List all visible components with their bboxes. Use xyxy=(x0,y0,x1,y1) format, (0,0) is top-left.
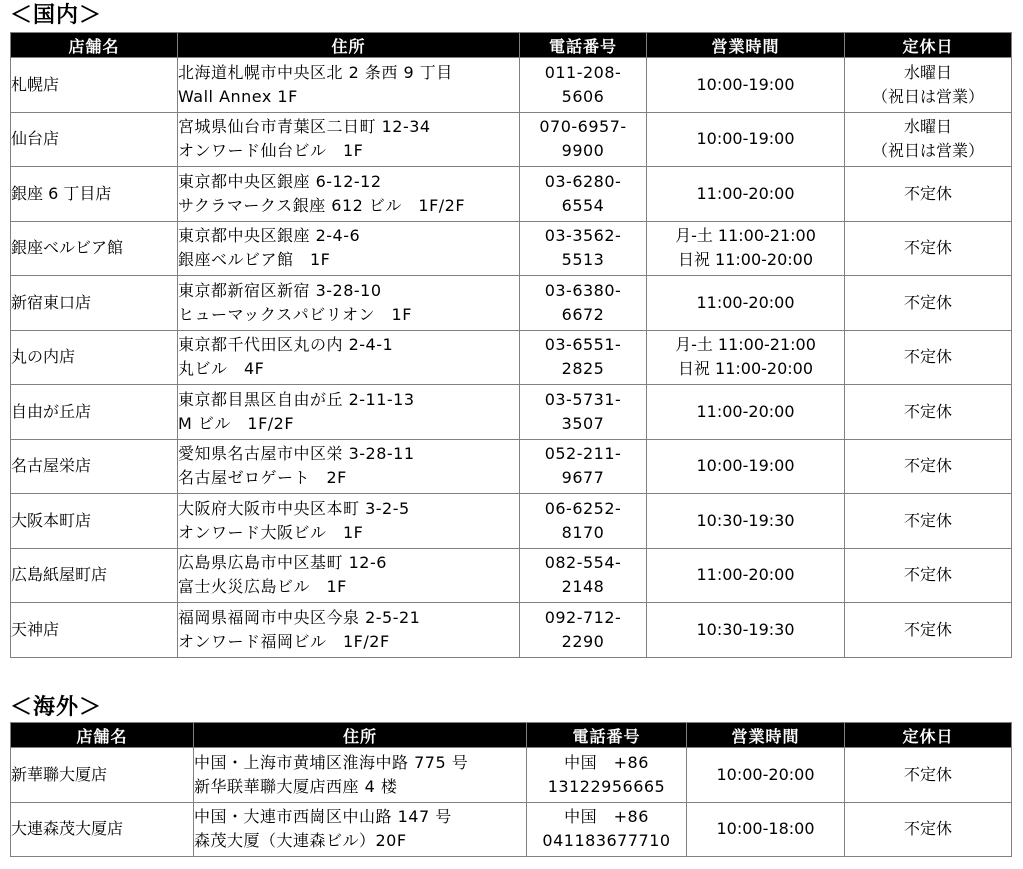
phone-cell xyxy=(527,802,687,857)
holiday-cell xyxy=(845,385,1012,440)
store-name-cell: 丸の内店 xyxy=(11,330,178,385)
phone-line: 011-208- xyxy=(544,62,622,82)
hours-line: 11:00-20:00 xyxy=(696,183,795,203)
holiday-line: 不定休 xyxy=(903,456,952,476)
holiday-line: 不定休 xyxy=(903,619,952,639)
store-name-cell: 自由が丘店 xyxy=(11,385,178,440)
address-cell xyxy=(178,330,520,385)
phone-line: 6554 xyxy=(561,195,605,215)
holiday-line: 不定休 xyxy=(903,565,952,585)
holiday-line: 水曜日 xyxy=(903,62,952,82)
address-line: 名古屋ゼロゲート 2F xyxy=(178,468,347,488)
address-cell xyxy=(194,802,527,857)
address-cell xyxy=(178,494,520,549)
hours-line: 月-土 11:00-21:00 xyxy=(675,335,816,355)
hours-cell xyxy=(647,58,845,113)
hours-cell xyxy=(647,548,845,603)
header-address: 住所 xyxy=(194,723,527,748)
header-address: 住所 xyxy=(178,33,520,58)
phone-line: 082-554- xyxy=(544,553,622,573)
phone-line: 2825 xyxy=(561,359,605,379)
phone-cell xyxy=(520,548,647,603)
address-line: 福岡県福岡市中央区今泉 2-5-21 xyxy=(178,607,421,627)
holiday-cell xyxy=(845,276,1012,331)
table-row xyxy=(11,603,1012,658)
phone-line: 2290 xyxy=(561,631,605,651)
holiday-line: （祝日は営業） xyxy=(871,86,984,106)
hours-cell xyxy=(647,439,845,494)
hours-line: 日祝 11:00-20:00 xyxy=(677,250,814,270)
hours-cell xyxy=(647,112,845,167)
holiday-line: （祝日は営業） xyxy=(871,141,984,161)
address-line: 新华联華聯大厦店西座 4 楼 xyxy=(194,776,398,796)
phone-cell xyxy=(520,112,647,167)
phone-line: 中国 +86 xyxy=(564,752,649,772)
table-row xyxy=(11,494,1012,549)
address-line: 大阪府大阪市中央区本町 3-2-5 xyxy=(178,498,410,518)
hours-cell xyxy=(647,385,845,440)
holiday-cell xyxy=(845,58,1012,113)
hours-line: 月-土 11:00-21:00 xyxy=(675,226,816,246)
holiday-cell xyxy=(845,439,1012,494)
address-cell xyxy=(178,221,520,276)
phone-cell xyxy=(520,330,647,385)
holiday-line: 不定休 xyxy=(903,238,952,258)
hours-line: 10:00-19:00 xyxy=(696,456,795,476)
holiday-cell xyxy=(845,548,1012,603)
hours-line: 11:00-20:00 xyxy=(696,401,795,421)
domestic-section-title: ＜国内＞ xyxy=(10,3,103,28)
address-cell xyxy=(178,385,520,440)
address-cell xyxy=(178,58,520,113)
address-cell xyxy=(194,748,527,803)
store-name-cell: 大阪本町店 xyxy=(11,494,178,549)
phone-line: 5606 xyxy=(561,86,605,106)
store-name-cell: 銀座ベルビア館 xyxy=(11,221,178,276)
store-name-cell: 広島紙屋町店 xyxy=(11,548,178,603)
phone-line: 03-6380- xyxy=(544,280,622,300)
address-cell xyxy=(178,167,520,222)
phone-line: 052-211- xyxy=(544,444,622,464)
table-row xyxy=(11,167,1012,222)
holiday-line: 不定休 xyxy=(903,510,952,530)
header-holiday: 定休日 xyxy=(845,723,1012,748)
phone-line: 6672 xyxy=(561,304,605,324)
store-name-cell: 新華聯大厦店 xyxy=(11,748,194,803)
phone-line: 03-6280- xyxy=(544,171,622,191)
phone-line: 03-6551- xyxy=(544,335,622,355)
hours-line: 10:00-19:00 xyxy=(696,129,795,149)
header-store-name: 店舗名 xyxy=(11,723,194,748)
phone-cell xyxy=(520,439,647,494)
phone-cell xyxy=(520,221,647,276)
holiday-cell xyxy=(845,748,1012,803)
hours-cell xyxy=(647,603,845,658)
address-line: 愛知県名古屋市中区栄 3-28-11 xyxy=(178,444,415,464)
address-cell xyxy=(178,112,520,167)
table-header-row xyxy=(11,33,1012,58)
holiday-line: 水曜日 xyxy=(903,117,952,137)
hours-cell xyxy=(687,802,845,857)
phone-line: 03-3562- xyxy=(544,226,622,246)
phone-line: 03-5731- xyxy=(544,389,622,409)
phone-line: 中国 +86 xyxy=(564,807,649,827)
address-line: ヒューマックスパビリオン 1F xyxy=(178,304,412,324)
holiday-cell xyxy=(845,112,1012,167)
address-line: 宮城県仙台市青葉区二日町 12-34 xyxy=(178,117,431,137)
header-holiday: 定休日 xyxy=(845,33,1012,58)
header-store-name: 店舗名 xyxy=(11,33,178,58)
phone-cell xyxy=(520,167,647,222)
address-line: オンワード仙台ビル 1F xyxy=(178,141,364,161)
header-phone: 電話番号 xyxy=(520,33,647,58)
hours-line: 10:00-19:00 xyxy=(696,74,795,94)
phone-cell xyxy=(527,748,687,803)
phone-cell xyxy=(520,276,647,331)
table-row xyxy=(11,330,1012,385)
hours-line: 10:00-20:00 xyxy=(716,764,815,784)
address-line: M ビル 1F/2F xyxy=(178,413,295,433)
address-line: 銀座ベルビア館 1F xyxy=(178,250,331,270)
holiday-cell xyxy=(845,221,1012,276)
header-phone: 電話番号 xyxy=(527,723,687,748)
table-row xyxy=(11,221,1012,276)
holiday-line: 不定休 xyxy=(903,183,952,203)
hours-cell xyxy=(647,167,845,222)
address-line: 富士火災広島ビル 1F xyxy=(178,577,347,597)
address-line: 東京都新宿区新宿 3-28-10 xyxy=(178,280,382,300)
hours-line: 11:00-20:00 xyxy=(696,292,795,312)
address-line: 広島県広島市中区基町 12-6 xyxy=(178,553,387,573)
holiday-cell xyxy=(845,167,1012,222)
table-row xyxy=(11,276,1012,331)
address-line: Wall Annex 1F xyxy=(178,86,298,106)
address-line: 東京都中央区銀座 6-12-12 xyxy=(178,171,382,191)
hours-cell xyxy=(647,494,845,549)
holiday-line: 不定休 xyxy=(903,401,952,421)
table-row xyxy=(11,802,1012,857)
address-cell xyxy=(178,603,520,658)
phone-cell xyxy=(520,58,647,113)
phone-line: 9900 xyxy=(561,141,605,161)
address-line: 森茂大厦（大連森ビル）20F xyxy=(194,831,407,851)
header-hours: 営業時間 xyxy=(687,723,845,748)
table-row xyxy=(11,548,1012,603)
phone-line: 06-6252- xyxy=(544,498,622,518)
address-line: 東京都千代田区丸の内 2-4-1 xyxy=(178,335,394,355)
store-name-cell: 仙台店 xyxy=(11,112,178,167)
address-line: 中国・大連市西崗区中山路 147 号 xyxy=(194,807,452,827)
hours-cell xyxy=(687,748,845,803)
address-line: オンワード大阪ビル 1F xyxy=(178,522,364,542)
phone-line: 092-712- xyxy=(544,607,622,627)
overseas-section-title: ＜海外＞ xyxy=(10,695,103,720)
overseas-stores-table xyxy=(10,722,1012,857)
phone-line: 070-6957- xyxy=(539,117,627,137)
hours-cell xyxy=(647,330,845,385)
hours-line: 10:30-19:30 xyxy=(696,510,795,530)
phone-cell xyxy=(520,494,647,549)
phone-line: 2148 xyxy=(561,577,605,597)
table-row xyxy=(11,58,1012,113)
table-header-row xyxy=(11,723,1012,748)
phone-cell xyxy=(520,603,647,658)
hours-line: 10:00-18:00 xyxy=(716,819,815,839)
header-hours: 営業時間 xyxy=(647,33,845,58)
table-row xyxy=(11,748,1012,803)
holiday-line: 不定休 xyxy=(903,764,952,784)
store-name-cell: 大連森茂大厦店 xyxy=(11,802,194,857)
table-row xyxy=(11,439,1012,494)
hours-line: 10:30-19:30 xyxy=(696,619,795,639)
store-name-cell: 銀座 6 丁目店 xyxy=(11,167,178,222)
hours-line: 11:00-20:00 xyxy=(696,565,795,585)
holiday-line: 不定休 xyxy=(903,347,952,367)
phone-line: 5513 xyxy=(561,250,605,270)
address-line: 丸ビル 4F xyxy=(178,359,265,379)
holiday-cell xyxy=(845,494,1012,549)
address-cell xyxy=(178,548,520,603)
table-row xyxy=(11,112,1012,167)
address-cell xyxy=(178,276,520,331)
phone-cell xyxy=(520,385,647,440)
phone-line: 9677 xyxy=(561,468,605,488)
phone-line: 041183677710 xyxy=(542,831,671,851)
address-line: 北海道札幌市中央区北 2 条西 9 丁目 xyxy=(178,62,453,82)
hours-line: 日祝 11:00-20:00 xyxy=(677,359,814,379)
phone-line: 8170 xyxy=(561,522,605,542)
holiday-line: 不定休 xyxy=(903,819,952,839)
holiday-cell xyxy=(845,603,1012,658)
phone-line: 13122956665 xyxy=(547,776,666,796)
address-cell xyxy=(178,439,520,494)
holiday-cell xyxy=(845,330,1012,385)
table-row xyxy=(11,385,1012,440)
holiday-line: 不定休 xyxy=(903,292,952,312)
store-name-cell: 札幌店 xyxy=(11,58,178,113)
store-name-cell: 名古屋栄店 xyxy=(11,439,178,494)
address-line: 中国・上海市黄埔区淮海中路 775 号 xyxy=(194,752,469,772)
address-line: オンワード福岡ビル 1F/2F xyxy=(178,631,390,651)
hours-cell xyxy=(647,276,845,331)
holiday-cell xyxy=(845,802,1012,857)
address-line: 東京都中央区銀座 2-4-6 xyxy=(178,226,361,246)
domestic-stores-table xyxy=(10,32,1012,658)
phone-line: 3507 xyxy=(561,413,605,433)
hours-cell xyxy=(647,221,845,276)
address-line: 東京都目黒区自由が丘 2-11-13 xyxy=(178,389,415,409)
store-name-cell: 天神店 xyxy=(11,603,178,658)
store-name-cell: 新宿東口店 xyxy=(11,276,178,331)
address-line: サクラマークス銀座 612 ビル 1F/2F xyxy=(178,195,466,215)
